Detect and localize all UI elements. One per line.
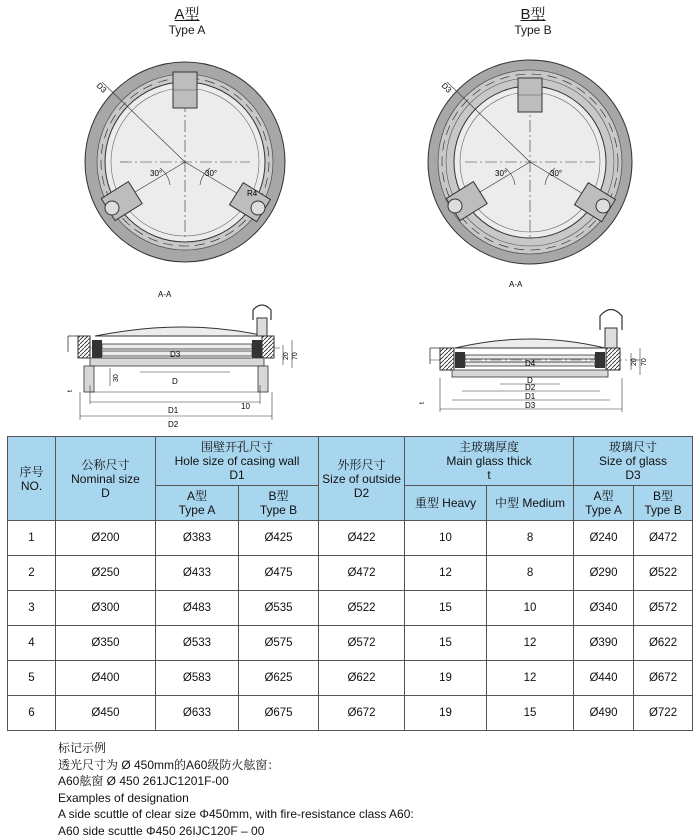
cell-d: Ø400	[56, 661, 156, 696]
cell-d2: Ø672	[319, 696, 405, 731]
type-a-sec-d3: D3	[170, 350, 181, 359]
cell-d1b: Ø675	[239, 696, 319, 731]
type-b-title-cn: B型	[520, 6, 546, 23]
type-a-title-cn: A型	[174, 6, 200, 23]
col-no-cn: 序号	[19, 464, 44, 479]
type-b-sec-t: t	[419, 402, 426, 404]
cell-d1b: Ø575	[239, 626, 319, 661]
cell-d1a: Ø533	[156, 626, 239, 661]
type-b-sec-70: 70	[641, 358, 648, 366]
col-nominal-en: Nominal size	[71, 471, 140, 486]
cell-d1b: Ø475	[239, 556, 319, 591]
table-row	[8, 521, 693, 556]
cell-d1b: Ø425	[239, 521, 319, 556]
col-glass-size-en: Size of glass	[599, 454, 668, 468]
type-b-angle-right: 30°	[550, 169, 563, 178]
col-no-header	[8, 437, 56, 521]
type-a-angle-left: 30°	[150, 169, 163, 178]
cell-d3b: Ø622	[634, 626, 693, 661]
cell-no: 1	[8, 521, 56, 556]
type-b-plan-view	[428, 60, 632, 264]
type-a-d3-label: D3	[94, 81, 109, 95]
cell-d1a: Ø383	[156, 521, 239, 556]
type-b-sec-d: D	[527, 376, 533, 385]
cell-no: 6	[8, 696, 56, 731]
type-a-sec-10: 10	[241, 402, 250, 411]
type-a-angle-right: 30°	[205, 169, 218, 178]
cell-d: Ø250	[56, 556, 156, 591]
cell-heavy: 19	[405, 696, 487, 731]
glass-type-b-en: Type B	[644, 503, 682, 517]
col-glass-size-cn: 玻璃尺寸	[609, 440, 658, 454]
table-row	[8, 591, 693, 626]
note-line-6: A60 side scuttle Φ450 26IJC120F – 00	[58, 823, 265, 838]
note-line-1: 标记示例	[58, 741, 107, 755]
col-glass-thick-header	[405, 437, 574, 486]
type-b-section-label: A-A	[509, 280, 523, 289]
cell-d3a: Ø390	[574, 626, 634, 661]
cell-d2: Ø422	[319, 521, 405, 556]
cell-no: 3	[8, 591, 56, 626]
hole-type-a-cn: A型	[186, 489, 207, 503]
col-nominal-header	[56, 437, 156, 521]
table-row	[8, 696, 693, 731]
note-line-2: 透光尺寸为 Ø 450mm的A60级防火舷窗：	[58, 757, 280, 772]
cell-d3a: Ø440	[574, 661, 634, 696]
cell-medium: 12	[487, 626, 574, 661]
cell-d1a: Ø483	[156, 591, 239, 626]
col-medium: 中型 Medium	[487, 486, 574, 521]
type-a-r4-label: R4	[247, 189, 258, 198]
cell-medium: 12	[487, 661, 574, 696]
col-hole-cn: 围壁开孔尺寸	[201, 440, 274, 454]
type-b-sec-d4: D4	[525, 359, 536, 368]
type-b-sec-20: 20	[631, 358, 638, 366]
glass-type-a-cn: A型	[593, 489, 614, 503]
glass-type-a-en: Type A	[585, 503, 622, 517]
col-hole-header	[156, 437, 319, 486]
type-b-section-view	[419, 280, 648, 412]
col-glass-type-a	[574, 486, 634, 521]
cell-d3a: Ø290	[574, 556, 634, 591]
col-hole-sym: D1	[229, 468, 245, 482]
cell-d: Ø450	[56, 696, 156, 731]
cell-d2: Ø472	[319, 556, 405, 591]
type-a-sec-d1: D1	[168, 406, 179, 415]
glass-type-b-cn: B型	[653, 489, 674, 503]
cell-d: Ø350	[56, 626, 156, 661]
col-nominal-cn: 公称尺寸	[81, 457, 130, 472]
type-b-d3-label: D3	[439, 81, 454, 95]
note-line-4: Examples of designation	[58, 790, 189, 805]
cell-d2: Ø622	[319, 661, 405, 696]
type-a-title-en: Type A	[168, 23, 206, 37]
cell-d: Ø300	[56, 591, 156, 626]
cell-d3b: Ø522	[634, 556, 693, 591]
type-a-sec-d: D	[172, 377, 178, 386]
cell-d: Ø200	[56, 521, 156, 556]
cell-d1a: Ø583	[156, 661, 239, 696]
spec-table	[7, 436, 693, 731]
table-row	[8, 661, 693, 696]
cell-heavy: 12	[405, 556, 487, 591]
cell-heavy: 19	[405, 661, 487, 696]
cell-medium: 10	[487, 591, 574, 626]
col-glass-thick-cn: 主玻璃厚度	[459, 440, 520, 454]
col-glass-thick-en: Main glass thick	[446, 454, 532, 468]
type-a-sec-t: t	[67, 390, 74, 392]
type-a-sec-30: 30	[113, 374, 120, 382]
cell-no: 5	[8, 661, 56, 696]
type-a-sec-d2: D2	[168, 420, 179, 429]
cell-medium: 8	[487, 521, 574, 556]
type-b-sec-d3: D3	[525, 401, 536, 410]
type-b-title-en: Type B	[514, 23, 552, 37]
cell-medium: 8	[487, 556, 574, 591]
designation-notes	[58, 740, 414, 839]
cell-d3a: Ø340	[574, 591, 634, 626]
cell-d1b: Ø625	[239, 661, 319, 696]
table-row	[8, 626, 693, 661]
cell-d3b: Ø572	[634, 591, 693, 626]
cell-d2: Ø572	[319, 626, 405, 661]
col-glass-size-sym: D3	[625, 468, 641, 482]
table-row	[8, 556, 693, 591]
cell-no: 4	[8, 626, 56, 661]
type-a-sec-70: 70	[292, 352, 299, 360]
table-header-row-1	[8, 437, 693, 486]
type-b-sec-d1: D1	[525, 392, 536, 401]
col-hole-type-b	[239, 486, 319, 521]
col-outside-en: Size of outside	[322, 471, 401, 486]
col-outside-cn: 外形尺寸	[337, 457, 386, 472]
cell-heavy: 15	[405, 591, 487, 626]
cell-d3b: Ø672	[634, 661, 693, 696]
type-a-sec-20: 20	[283, 352, 290, 360]
cell-d3b: Ø722	[634, 696, 693, 731]
type-b-angle-left: 30°	[495, 169, 508, 178]
hole-type-b-cn: B型	[268, 489, 289, 503]
type-a-section-view	[67, 290, 299, 429]
type-a-section-label: A-A	[158, 290, 172, 299]
col-outside-header	[319, 437, 405, 521]
col-glass-thick-sym: t	[487, 468, 491, 482]
col-glass-type-b	[634, 486, 693, 521]
table-body	[8, 521, 693, 731]
note-line-3: A60舷窗 Ø 450 261JC1201F-00	[58, 774, 229, 788]
cell-medium: 15	[487, 696, 574, 731]
cell-d2: Ø522	[319, 591, 405, 626]
type-a-plan-view	[85, 62, 285, 262]
col-nominal-sym: D	[101, 485, 110, 500]
col-hole-en: Hole size of casing wall	[174, 454, 300, 468]
hole-type-b-en: Type B	[259, 503, 298, 517]
cell-heavy: 10	[405, 521, 487, 556]
col-hole-type-a	[156, 486, 239, 521]
col-outside-sym: D2	[353, 485, 370, 500]
cell-d3a: Ø240	[574, 521, 634, 556]
cell-d3a: Ø490	[574, 696, 634, 731]
type-b-sec-d2: D2	[525, 383, 536, 392]
hole-type-a-en: Type A	[178, 503, 216, 517]
cell-d1a: Ø633	[156, 696, 239, 731]
col-heavy: 重型 Heavy	[405, 486, 487, 521]
cell-no: 2	[8, 556, 56, 591]
cell-d3b: Ø472	[634, 521, 693, 556]
cell-d1a: Ø433	[156, 556, 239, 591]
cell-heavy: 15	[405, 626, 487, 661]
col-no-en: NO.	[20, 478, 43, 493]
col-glass-size-header	[574, 437, 693, 486]
note-line-5: A side scuttle of clear size Φ450mm, with fire-resistance class A60:	[58, 807, 414, 821]
cell-d1b: Ø535	[239, 591, 319, 626]
